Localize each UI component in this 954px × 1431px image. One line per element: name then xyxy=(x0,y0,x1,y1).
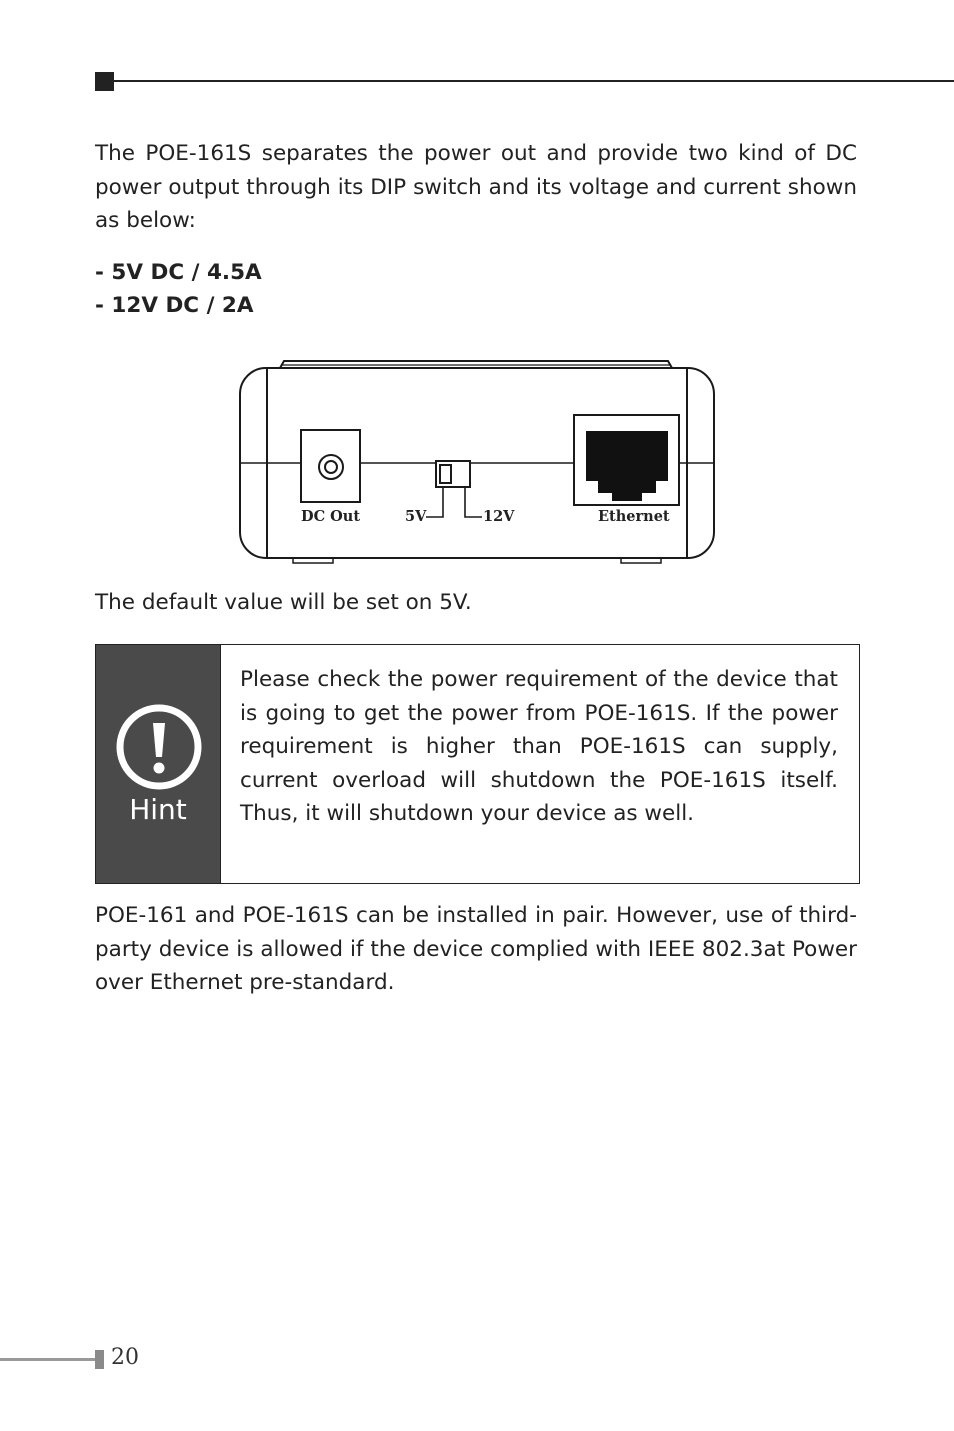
header-square-marker xyxy=(95,72,114,91)
pair-installation-note: POE-161 and POE-161S can be installed in pair. However, use of third-party device is allowed if the device complied with IEEE 802.3at Power over Ethernet pre-standard. xyxy=(95,903,857,995)
hint-label: Hint xyxy=(129,793,187,826)
exclamation-circle-icon xyxy=(115,703,203,791)
footer-marker xyxy=(95,1350,104,1369)
device-rear-panel-drawing xyxy=(236,355,718,567)
footer-rule xyxy=(0,1358,96,1361)
intro-paragraph: The POE-161S separates the power out and provide two kind of DC power output through its DIP switch and its voltage and current shown as below: xyxy=(95,141,857,233)
default-value-note: The default value will be set on 5V. xyxy=(95,590,472,615)
ethernet-label: Ethernet xyxy=(598,508,670,525)
page-number: 20 xyxy=(111,1345,139,1370)
header-rule xyxy=(114,80,954,82)
hint-sidebar xyxy=(96,645,221,883)
12v-label: 12V xyxy=(483,508,515,525)
hint-box xyxy=(95,644,860,884)
spec-5v: - 5V DC / 4.5A xyxy=(95,260,262,285)
5v-label: 5V xyxy=(405,508,427,525)
device-rear-panel-figure xyxy=(236,355,718,567)
hint-text: Please check the power requirement of the device that is going to get the power from POE-161S. If the power requirement is higher than POE-161S can supply, current overload will shutdown the POE-161S itself. Thus, it will shutdown your device as well. xyxy=(240,667,838,827)
dc-out-label: DC Out xyxy=(301,508,361,525)
spec-12v: - 12V DC / 2A xyxy=(95,293,254,318)
